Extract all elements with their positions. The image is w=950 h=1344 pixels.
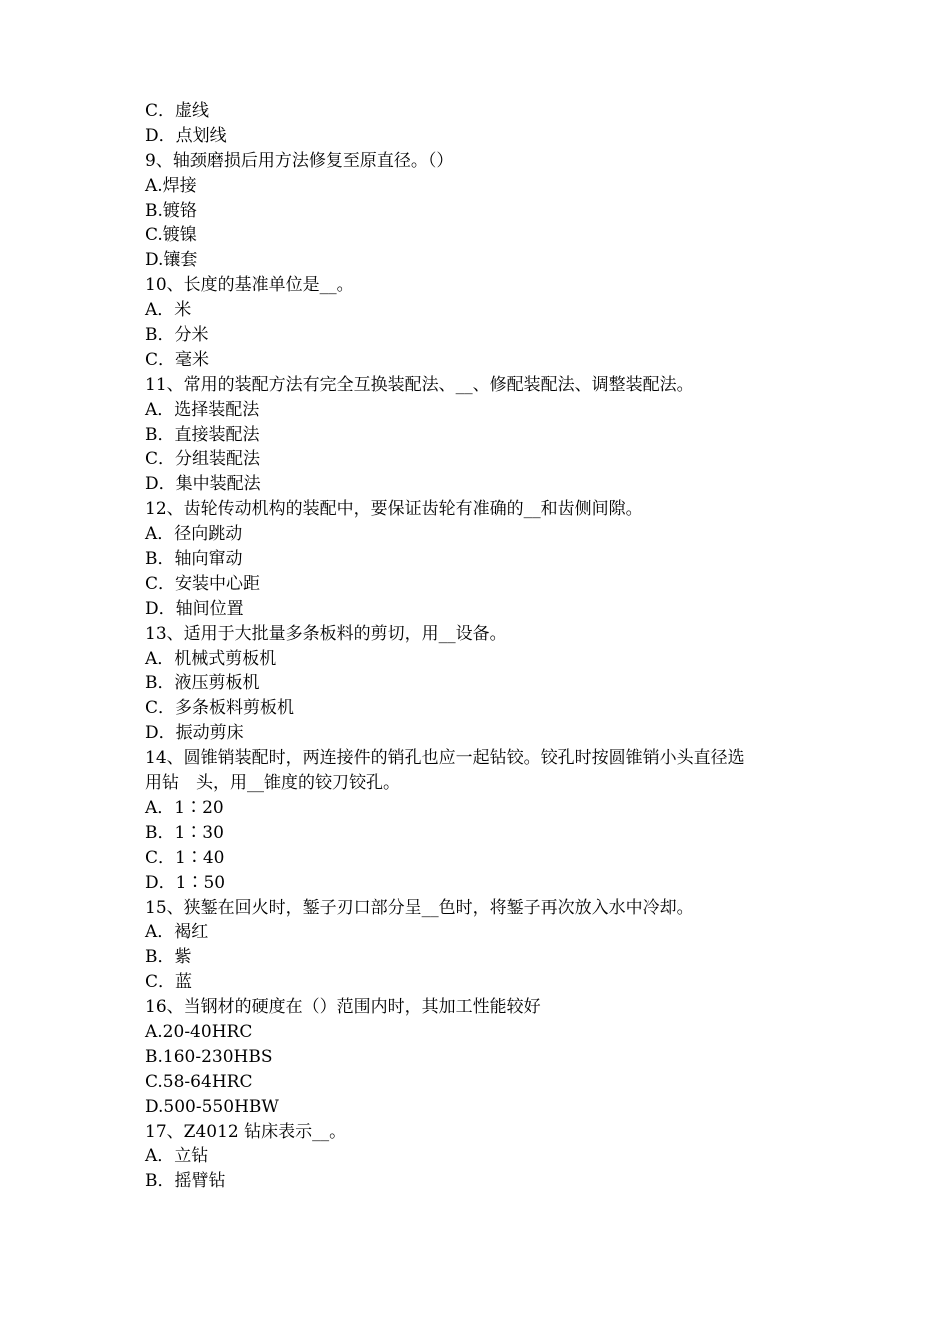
- question-17: 17、Z4012 钻床表示__。: [145, 1121, 347, 1142]
- question-list: [145, 99, 825, 1194]
- option-c: C.镀镍: [145, 225, 197, 246]
- option-d: D．1∶50: [145, 872, 226, 893]
- option-a: A．选择装配法: [145, 399, 260, 420]
- question-11: 11、常用的装配方法有完全互换装配法、__、修配装配法、调整装配法。: [145, 374, 694, 395]
- option-c: C.58-64HRC: [145, 1071, 253, 1092]
- option-b: B．摇臂钻: [145, 1171, 226, 1192]
- question-13: 13、适用于大批量多条板料的剪切，用__设备。: [145, 623, 507, 644]
- option-c: C．多条板料剪板机: [145, 698, 295, 719]
- option-d: D.镶套: [145, 250, 198, 271]
- option-a: A.焊接: [145, 175, 197, 196]
- option-a: A．机械式剪板机: [145, 648, 277, 669]
- option-d: D.500-550HBW: [145, 1096, 279, 1117]
- option-b: B．分米: [145, 325, 209, 346]
- question-14: 14、圆锥销装配时，两连接件的销孔也应一起钻铰。铰孔时按圆锥销小头直径选: [145, 748, 745, 769]
- option-b: B.镀铬: [145, 200, 197, 221]
- question-9: 9、轴颈磨损后用方法修复至原直径。（）: [145, 150, 454, 171]
- option-b: B.160-230HBS: [145, 1046, 273, 1067]
- option-d: D．点划线: [145, 125, 227, 146]
- option-b: B．1∶30: [145, 822, 224, 843]
- option-a: A．径向跳动: [145, 524, 243, 545]
- option-d: D．轴间位置: [145, 598, 244, 619]
- question-14-continued: 用钻 头，用__锥度的铰刀铰孔。: [145, 773, 400, 794]
- option-b: B．轴向窜动: [145, 549, 243, 570]
- option-c: C．1∶40: [145, 847, 225, 868]
- option-c: C．分组装配法: [145, 449, 261, 470]
- question-16: 16、当钢材的硬度在（）范围内时，其加工性能较好: [145, 997, 541, 1018]
- option-c: C．毫米: [145, 349, 210, 370]
- option-a: A．1∶20: [145, 797, 224, 818]
- option-c: C．虚线: [145, 101, 210, 121]
- option-a: A．米: [145, 300, 192, 321]
- question-10: 10、长度的基准单位是__。: [145, 275, 354, 296]
- option-d: D．集中装配法: [145, 474, 261, 495]
- option-a: A．褐红: [145, 922, 209, 943]
- option-a: A．立钻: [145, 1146, 209, 1167]
- question-12: 12、齿轮传动机构的装配中，要保证齿轮有准确的__和齿侧间隙。: [145, 499, 643, 520]
- option-a: A.20-40HRC: [145, 1021, 253, 1042]
- option-c: C．蓝: [145, 972, 193, 993]
- option-d: D．振动剪床: [145, 723, 244, 744]
- option-b: B．紫: [145, 947, 192, 968]
- option-c: C．安装中心距: [145, 573, 261, 594]
- question-15: 15、狭錾在回火时，錾子刃口部分呈__色时，将錾子再次放入水中冷却。: [145, 897, 694, 918]
- option-b: B．直接装配法: [145, 424, 260, 445]
- option-b: B．液压剪板机: [145, 673, 260, 694]
